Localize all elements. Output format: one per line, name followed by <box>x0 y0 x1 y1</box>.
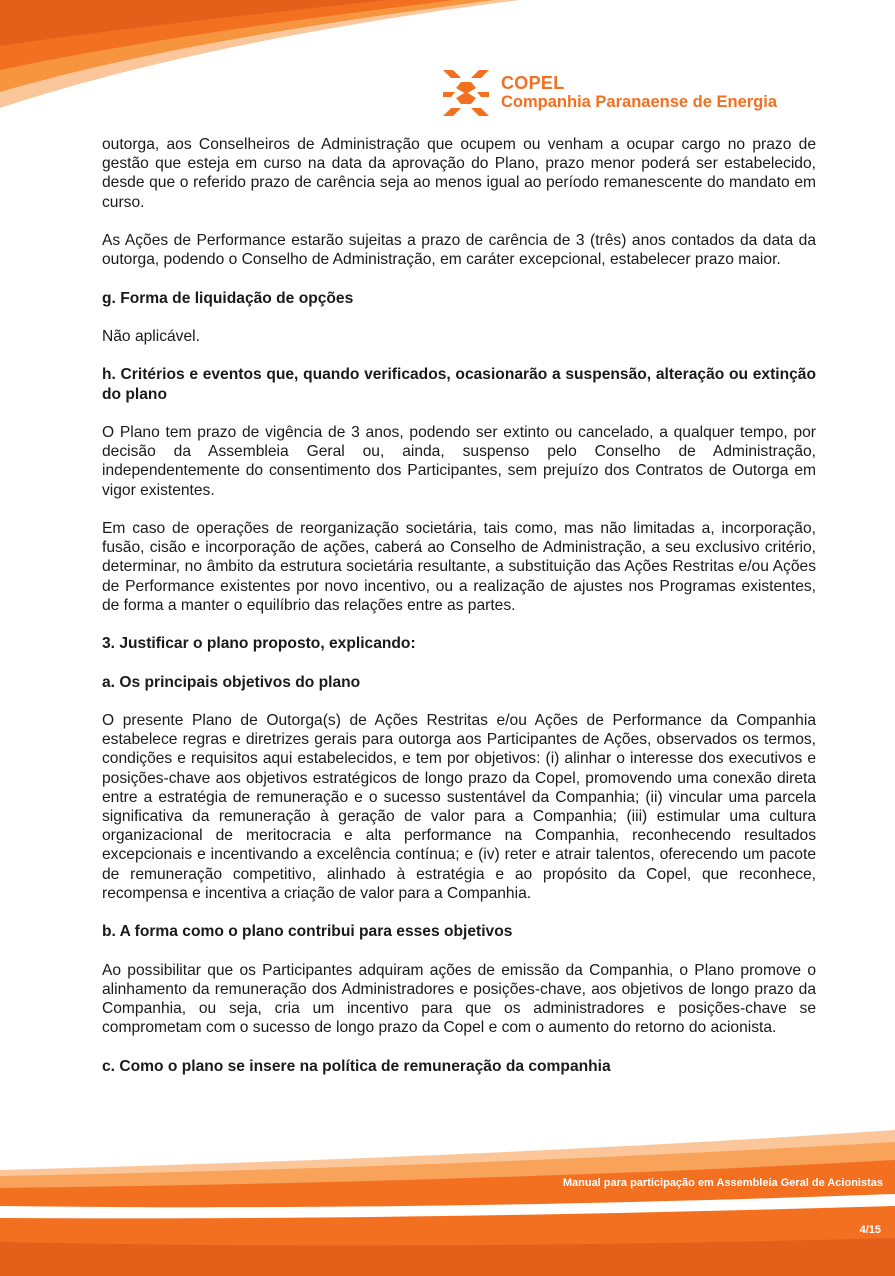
section-heading-c: c. Como o plano se insere na política de remuneração da companhia <box>102 1057 611 1075</box>
section-heading-h: h. Critérios e eventos que, quando verificados, ocasionarão a suspensão, alteração ou extinção do plano <box>102 366 816 403</box>
section-heading-b: b. A forma como o plano contribui para esses objetivos <box>102 923 513 941</box>
section-heading-g: g. Forma de liquidação de opções <box>102 289 354 307</box>
logo-name: COPEL <box>501 73 565 93</box>
logo-subtitle: Companhia Paranaense de Energia <box>501 93 778 111</box>
paragraph: outorga, aos Conselheiros de Administração que ocupem ou venham a ocupar cargo no prazo de gestão que esteja em curso na data da aprovação do Plano, prazo menor poderá ser estabelecido, desde que o referido prazo de carência seja ao menos igual ao período remanescente do mandato em curso. <box>102 136 816 211</box>
paragraph: Não aplicável. <box>102 327 200 345</box>
copel-logo <box>441 67 777 119</box>
paragraph: O Plano tem prazo de vigência de 3 anos, podendo ser extinto ou cancelado, a qualquer tempo, por decisão da Assembleia Geral ou, ainda, suspenso pelo Conselho de Administração, independentemente do consentimento dos Participantes, sem prejuízo dos Contratos de Outorga em vigor existentes. <box>102 423 816 499</box>
paragraph: Em caso de operações de reorganização societária, tais como, mas não limitadas a, incorporação, fusão, cisão e incorporação de ações, caberá ao Conselho de Administração, a seu exclusivo critério, determinar, no âmbito da estrutura societária resultante, a substituição das Ações Restritas e/ou Ações de Performance existentes por novo incentivo, ou a realização de ajustes nos Programas existentes, de forma a manter o equilíbrio das relações entre as partes. <box>102 519 816 614</box>
paragraph: As Ações de Performance estarão sujeitas a prazo de carência de 3 (três) anos contados da data da outorga, podendo o Conselho de Administração, em caráter excepcional, estabelecer prazo maior. <box>102 232 816 269</box>
page-number: 4/15 <box>859 1224 881 1236</box>
paragraph: Ao possibilitar que os Participantes adquiram ações de emissão da Companhia, o Plano promove o alinhamento da remuneração dos Administradores e posições-chave, aos objetivos de longo prazo da Companhia, ou seja, cria um incentivo para que os administradores e posições-chave se comprometam com o sucesso de longo prazo da Copel e com o aumento do retorno do acionista. <box>102 961 816 1037</box>
footer-swoosh <box>0 1130 895 1276</box>
document-body <box>102 135 816 1095</box>
section-heading-3: 3. Justificar o plano proposto, explicando: <box>102 635 416 653</box>
section-heading-a: a. Os principais objetivos do plano <box>102 673 361 691</box>
footer-title: Manual para participação em Assembleia Geral de Acionistas <box>562 1177 883 1189</box>
copel-logo-icon <box>441 68 491 118</box>
paragraph: O presente Plano de Outorga(s) de Ações Restritas e/ou Ações de Performance da Companhia estabelece regras e diretrizes gerais para outorga aos Participantes de Ações, observados os termos, condições e requisitos aqui estabelecidos, e tem por objetivos: (i) alinhar o interesse dos executivos e posições-chave aos objetivos estratégicos de longo prazo da Copel, promovendo uma conexão direta entre a estratégia de remuneração e o sucesso sustentável da Companhia; (ii) vincular uma parcela significativa da remuneração à geração de valor para a Companhia; (iii) estimular uma cultura organizacional de meritocracia e alta performance na Companhia, reconhecendo resultados excepcionais e incentivando a excelência contínua; e (iv) reter e atrair talentos, oferecendo um pacote de remuneração competitivo, alinhado à estratégia e ao propósito da Copel, que reconhece, recompensa e incentiva a criação de valor para a Companhia. <box>102 711 816 902</box>
